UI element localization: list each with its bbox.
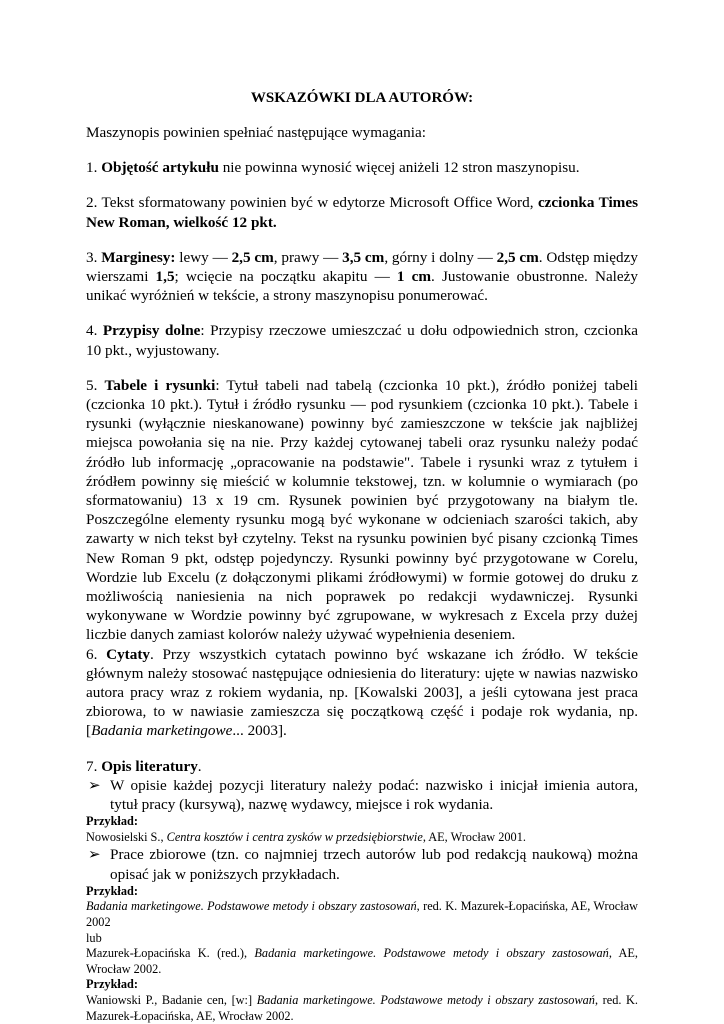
section-3 bbox=[86, 248, 638, 306]
section-text: nie powinna wynosić więcej aniżeli 12 stron maszynopisu. bbox=[218, 159, 580, 177]
section-text: , górny i dolny — bbox=[384, 248, 497, 266]
section-7 bbox=[86, 757, 638, 776]
bullet-item bbox=[86, 776, 638, 814]
section-text: lewy — bbox=[175, 248, 232, 266]
section-heading: Opis literatury bbox=[101, 757, 198, 775]
entry-publisher: , AE, Wrocław 2002. bbox=[86, 946, 638, 976]
section-text: . Przy wszystkich cytatach powinno być wskazane ich źródło. W tekście głównym należy stosować następujące odniesienia do literatury: ujęte w nawias nazwisko autora pracy wraz z rokiem wydania, np. [Kowalski 2003], a jeśli cytowana jest praca zbiorowa, to w nawiasie zamieszcza się początkową część i podaje rok wydania, np. [ bbox=[86, 645, 639, 740]
example-entry bbox=[86, 993, 638, 1024]
entry-title: Centra kosztów i centra zysków w przedsiębiorstwie bbox=[166, 829, 423, 844]
section-text: . Justowanie obustronne. Należy unikać wyróżnień w tekście, a strony maszynopisu ponumerować. bbox=[86, 268, 638, 305]
entry-author: Waniowski P., Badanie cen, [w:] bbox=[86, 993, 257, 1008]
section-citation: Badania marketingowe bbox=[91, 722, 233, 740]
example-label: Przykład: bbox=[86, 814, 138, 829]
section-number: 7. bbox=[86, 757, 102, 775]
intro-paragraph: Maszynopis powinien spełniać następujące wymagania: bbox=[86, 124, 426, 141]
entry-publisher: , red. K. Mazurek-Łopacińska, AE, Wrocław 2002. bbox=[86, 993, 639, 1023]
example-label: Przykład: bbox=[86, 977, 138, 992]
section-text: . Odstęp między wierszami bbox=[86, 248, 638, 286]
section-number: 6. bbox=[86, 645, 107, 663]
section-text: : Tytuł tabeli nad tabelą (czcionka 10 pkt.), źródło poniżej tabeli (czcionka 10 pkt.). Tytuł i źródło rysunku — pod rysunkiem (czcionka 10 pkt.). Tabele i rysunki (wyłącznie nieskanowane) powinny być zamieszczone w tekście jak najbliżej miejsca powołania się na nie. Przy każdej cytowanej tabeli oraz rysunku należy podać źródło lub informację „opracowanie na podstawie". Tabele i rysunki wraz z tytułem i źródłem powinny się mieścić w kolumnie tekstowej, tzn. w kolumnie o wymiarach (po sformatowaniu) 13 x 19 cm. Rysunek powinien być przygotowany na białym tle. Poszczególne elementy rysunku mogą być wykonane w odcieniach szarości takich, aby zawarty w nich tekst był czytelny. Tekst na rysunku powinien być pisany czcionką Times New Roman 9 pkt, odstęp pojedynczy. Rysunki powinny być przygotowane w Corelu, Wordzie lub Excelu (z dołączonymi plikami źródłowymi) w formie gotowej do druku z możliwością naniesienia na nich poprawek po redakcji wydawniczej. Rysunki wykonywane w Wordzie powinny być zgrupowane, w wykresach z Excela przy dużej liczbie danych zamiast kolorów należy używać wypełnienia deseniem. bbox=[86, 376, 638, 644]
arrow-bullet-icon: ➢ bbox=[88, 846, 101, 864]
entry-title: Badania marketingowe. Podstawowe metody i obszary zastosowań bbox=[256, 993, 595, 1008]
section-emphasis: 1,5 bbox=[155, 268, 175, 286]
section-emphasis: 3,5 cm bbox=[342, 248, 385, 266]
section-text: ... 2003]. bbox=[232, 722, 287, 740]
section-number: 3. bbox=[86, 248, 102, 266]
section-text: Tekst sformatowany powinien być w edytorze Microsoft Office Word, bbox=[101, 194, 538, 212]
example-entry bbox=[86, 899, 638, 930]
section-text: , prawy — bbox=[273, 248, 343, 266]
page-title: WSKAZÓWKI DLA AUTORÓW: bbox=[250, 90, 474, 106]
section-heading: Przypisy dolne bbox=[102, 322, 201, 340]
section-6 bbox=[86, 645, 638, 741]
example-label: Przykład: bbox=[86, 883, 138, 898]
entry-publisher: , red. K. Mazurek-Łopacińska, AE, Wrocław 2002 bbox=[86, 899, 638, 930]
document-page bbox=[86, 90, 638, 1024]
section-heading: Objętość artykułu bbox=[101, 159, 219, 177]
entry-title: Badania marketingowe. Podstawowe metody i obszary zastosowań bbox=[254, 946, 609, 961]
example-separator: lub bbox=[86, 930, 102, 945]
section-2 bbox=[86, 193, 638, 231]
section-emphasis: 2,5 cm bbox=[231, 248, 274, 266]
section-4 bbox=[86, 321, 638, 359]
example-entry bbox=[86, 830, 638, 846]
section-number: 5. bbox=[86, 376, 105, 394]
section-1 bbox=[86, 158, 638, 177]
entry-author: Mazurek-Łopacińska K. (red.), bbox=[86, 946, 255, 961]
section-number: 1. bbox=[86, 159, 102, 177]
section-text: . bbox=[197, 757, 202, 775]
section-emphasis: czcionka Times New Roman, wielkość 12 pkt. bbox=[86, 194, 638, 231]
section-heading: Cytaty bbox=[106, 645, 150, 663]
section-emphasis: 2,5 cm bbox=[496, 248, 539, 266]
entry-publisher: , AE, Wrocław 2001. bbox=[422, 829, 526, 844]
bullet-text: Prace zbiorowe (tzn. co najmniej trzech autorów lub pod redakcją naukową) można opisać jak w poniższych przykładach. bbox=[110, 846, 638, 883]
section-text: : Przypisy rzeczowe umieszczać u dołu odpowiednich stron, czcionka 10 pkt., wyjustowany. bbox=[86, 322, 638, 359]
entry-author: Nowosielski S., bbox=[86, 829, 167, 844]
bullet-text: W opisie każdej pozycji literatury należy podać: nazwisko i inicjał imienia autora, tytuł pracy (kursywą), nazwę wydawcy, miejsce i rok wydania. bbox=[110, 776, 638, 814]
section-emphasis: 1 cm bbox=[396, 268, 432, 286]
section-number: 2. bbox=[86, 194, 102, 212]
section-5 bbox=[86, 376, 638, 645]
example-entry bbox=[86, 946, 638, 977]
section-heading: Marginesy: bbox=[101, 248, 176, 266]
entry-title: Badania marketingowe. Podstawowe metody i obszary zastosowań bbox=[86, 899, 417, 914]
arrow-bullet-icon: ➢ bbox=[88, 776, 101, 794]
section-text: ; wcięcie na początku akapitu — bbox=[174, 268, 397, 286]
section-number: 4. bbox=[86, 322, 103, 340]
section-heading: Tabele i rysunki bbox=[104, 376, 216, 394]
bullet-item bbox=[86, 845, 638, 883]
